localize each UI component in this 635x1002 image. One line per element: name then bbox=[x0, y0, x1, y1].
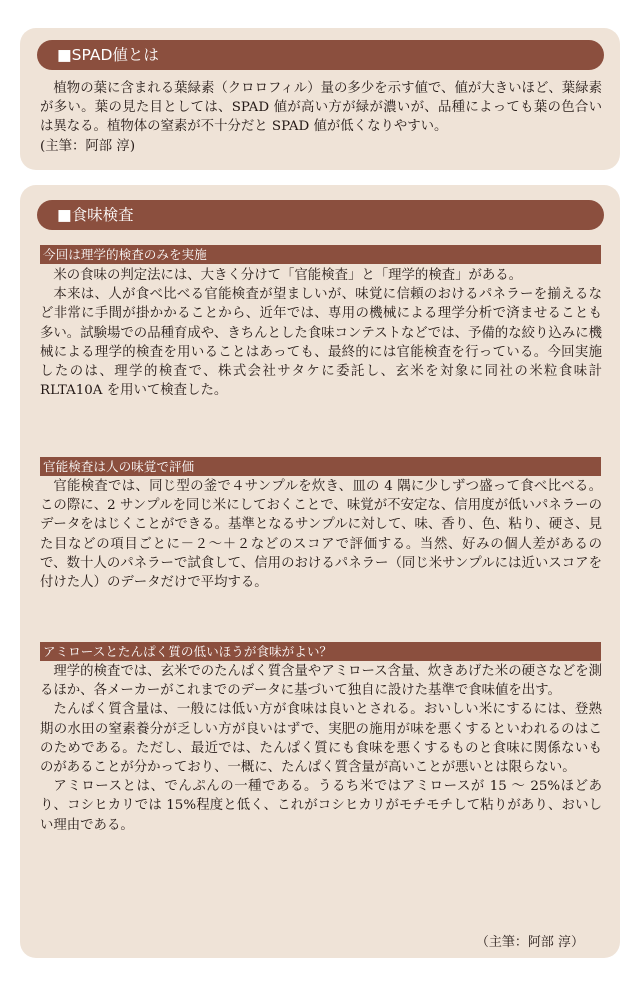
taste-panel bbox=[20, 185, 620, 958]
section-heading-sensory: 官能検査は人の味覚で評価 bbox=[40, 457, 601, 476]
spad-body bbox=[40, 79, 602, 156]
section-body-sensory bbox=[40, 477, 602, 592]
paragraph: アミロースとは、でんぷんの一種である。うるち米ではアミロースが 15 ～ 25%ほどあり、コシヒカリでは 15%程度と低く、これがコシヒカリがモチモチして粘りがあり、おいしい理由である。 bbox=[40, 779, 602, 833]
paragraph: 米の食味の判定法には、大きく分けて「官能検査」と「理学的検査」がある。 bbox=[53, 268, 523, 283]
paragraph: 理学的検査では、玄米でのたんぱく質含量やアミロース含量、炊きあげた米の硬さなどを測るほか、各メーカーがこれまでのデータに基づいて独自に設けた基準で食味値を出す。 bbox=[40, 664, 602, 699]
spad-heading: ■SPAD値とは bbox=[37, 40, 604, 70]
paragraph: 官能検査では、同じ型の釜で４サンプルを炊き、皿の 4 隅に少しずつ盛って食べ比べる。この際に、2 サンプルを同じ米にしておくことで、味覚が不安定な、信用度が低いパネラーのデータをはじくことができる。基準となるサンプルに対して、味、香り、色、粘り、硬さ、見た目などの項目ごとに－２～＋２などのスコアで評価する。当然、好みの個人差があるので、数十人のパネラーで試食して、信用のおけるパネラー（同じ米サンプルには近いスコアを付けた人）のデータだけで平均する。 bbox=[40, 479, 602, 591]
section-heading-amylose: アミロースとたんぱく質の低いほうが食味がよい？ bbox=[40, 642, 601, 661]
section-body-physical bbox=[40, 266, 602, 400]
section-heading-physical: 今回は理学的検査のみを実施 bbox=[40, 245, 601, 264]
paragraph: 本来は、人が食べ比べる官能検査が望ましいが、味覚に信頼のおけるパネラーを揃えるなど非常に手間が掛かかることから、近年では、専用の機械による理学分析で済ませることも多い。試験場での品種育成や、きちんとした食味コンテストなどでは、予備的な絞り込みに機械による理学的検査を用いることはあっても、最終的には官能検査を行っている。今回実施したのは、理学的検査で、株式会社サタケに委託し、玄米を対象に同社の米粒食味計 RLTA10A を用いて検査した。 bbox=[40, 287, 602, 399]
taste-author: （主筆：阿部 淳） bbox=[475, 935, 584, 950]
section-body-amylose bbox=[40, 662, 602, 835]
paragraph: たんぱく質含量は、一般には低い方が食味は良いとされる。おいしい米にするには、登熟期の水田の窒素養分が乏しい方が良いはずで、実肥の施用が味を悪くするといわれるのはこのためである。ただし、最近では、たんぱく質にも食味を悪くするものと食味に関係ないものがあることが分かっており、一概に、たんぱく質含量が高いことが悪いとは限らない。 bbox=[40, 702, 602, 776]
spad-panel bbox=[20, 28, 620, 170]
spad-author: (主筆：阿部 淳) bbox=[40, 138, 136, 154]
taste-heading: ■食味検査 bbox=[37, 200, 604, 230]
spad-paragraph: 植物の葉に含まれる葉緑素（クロロフィル）量の多少を示す値で、値が大きいほど、葉緑素が多い。葉の見た目としては、SPAD 値が高い方が緑が濃いが、品種によっても葉の色合いは異なる。植物体の窒素が不十分だと SPAD 値が低くなりやすい。 bbox=[40, 81, 602, 135]
